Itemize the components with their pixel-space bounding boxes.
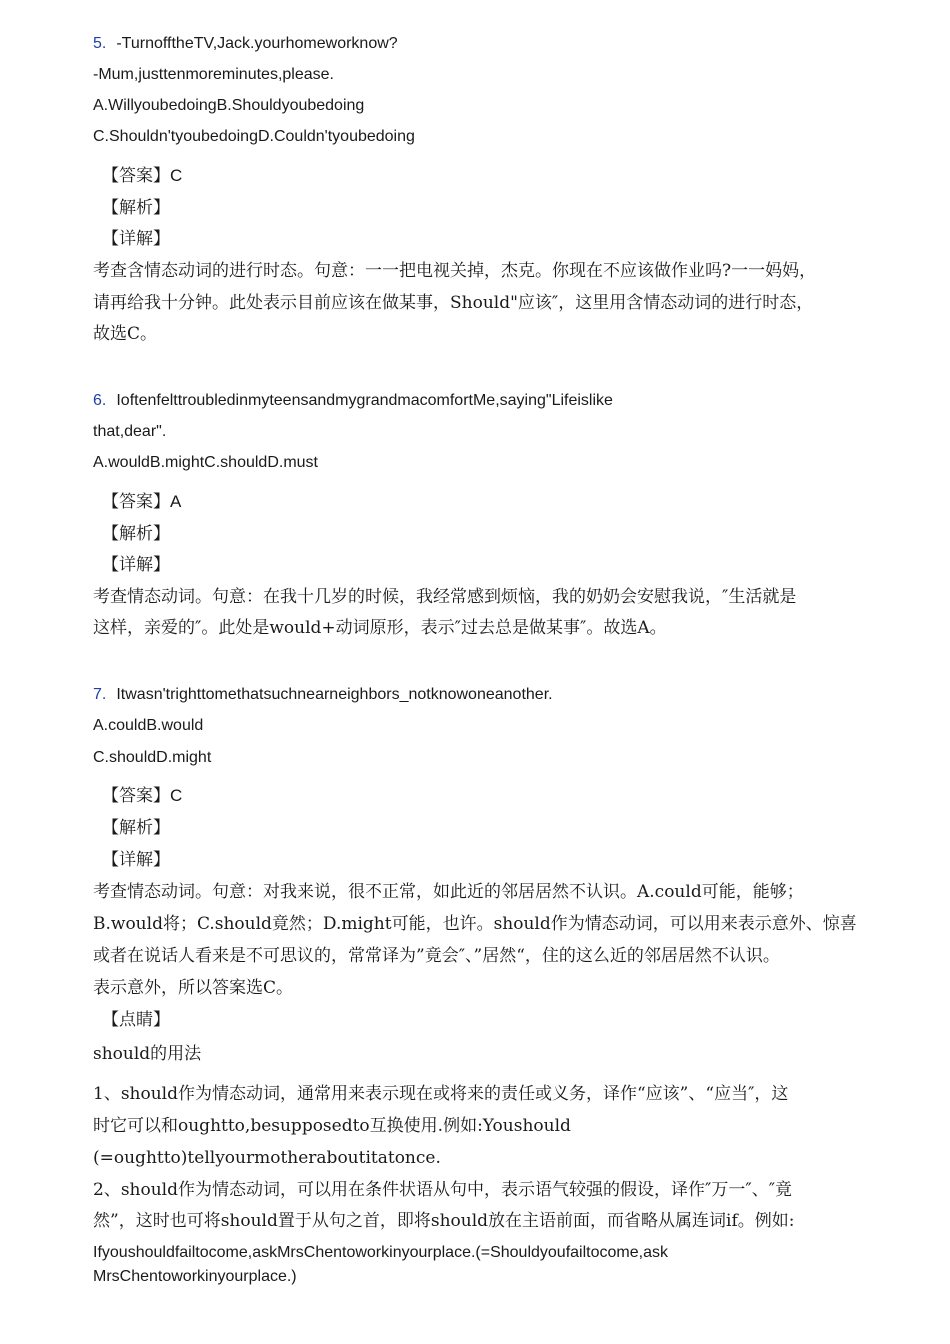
usage-line: 然”，这时也可将should置于从句之首，即将should放在主语前面，而省略从属连词if。例如: <box>93 1211 795 1231</box>
explanation-line: 表示意外，所以答案选C。 <box>93 978 294 998</box>
usage-example-line: Ifyoushouldfailtocome,askMrsChentoworkinyourplace.(=Shouldyoufailtocome,ask <box>93 1244 668 1261</box>
explanation-line: 考查含情态动词的进行时态。句意：一一把电视关掉，杰克。你现在不应该做作业吗?一一妈妈， <box>93 261 817 281</box>
detail-label: 【详解】 <box>102 555 170 574</box>
explanation-line: 考查情态动词。句意：对我来说，很不正常，如此近的邻居居然不认识。A.could可能，能够； <box>93 882 804 902</box>
analysis-label: 【解析】 <box>102 524 170 543</box>
question-5 <box>93 34 398 54</box>
analysis-label: 【解析】 <box>102 818 170 837</box>
usage-line: 时它可以和oughtto,besupposedto互换使用.例如:Youshould <box>93 1116 571 1136</box>
answer-label: 【答案】C <box>102 786 183 805</box>
question-text-line: that,dear". <box>93 423 167 440</box>
usage-line: 2、should作为情态动词，可以用在条件状语从句中，表示语气较强的假设，译作″万一″、″竟 <box>93 1180 793 1200</box>
question-7 <box>93 685 553 705</box>
usage-title: should的用法 <box>93 1044 202 1064</box>
question-number: 7. <box>93 686 107 703</box>
options-line: C.shouldD.might <box>93 749 212 766</box>
options-line: A.wouldB.mightC.shouldD.must <box>93 454 318 471</box>
question-text-line: -Mum,justtenmoreminutes,please. <box>93 66 334 83</box>
question-number: 6. <box>93 392 107 409</box>
options-line: A.couldB.would <box>93 717 204 734</box>
explanation-line: B.would将；C.should竟然；D.might可能，也许。should作为情态动词，可以用来表示意外、惊喜 <box>93 914 857 934</box>
usage-example-line: MrsChentoworkinyourplace.) <box>93 1268 297 1285</box>
explanation-line: 请再给我十分钟。此处表示目前应该在做某事，Should"应该″，这里用含情态动词的进行时态， <box>93 293 814 313</box>
options-line: C.Shouldn'tyoubedoingD.Couldn'tyoubedoing <box>93 128 415 145</box>
question-6 <box>93 391 613 411</box>
detail-label: 【详解】 <box>102 229 170 248</box>
explanation-line: 故选C。 <box>93 324 158 344</box>
usage-line: (=oughtto)tellyourmotheraboutitatonce. <box>93 1148 441 1168</box>
answer-label: 【答案】C <box>102 166 183 185</box>
tip-label: 【点睛】 <box>102 1010 170 1029</box>
analysis-label: 【解析】 <box>102 198 170 217</box>
answer-label: 【答案】A <box>102 492 182 511</box>
question-text: IoftenfelttroubledinmyteensandmygrandmacomfortMe,saying"Lifeislike <box>116 392 613 409</box>
explanation-line: 或者在说话人看来是不可思议的，常常译为”竟会″、”居然“，住的这么近的邻居居然不认识。 <box>93 946 780 966</box>
explanation-line: 考查情态动词。句意：在我十几岁的时候，我经常感到烦恼，我的奶奶会安慰我说，″生活就是 <box>93 587 797 607</box>
explanation-line: 这样，亲爱的″。此处是would+动词原形，表示″过去总是做某事″。故选A。 <box>93 618 667 638</box>
options-line: A.WillyoubedoingB.Shouldyoubedoing <box>93 97 365 114</box>
question-text: -TurnofftheTV,Jack.yourhomeworknow? <box>116 35 398 52</box>
usage-line: 1、should作为情态动词，通常用来表示现在或将来的责任或义务，译作“应该”、“应当″，这 <box>93 1084 789 1104</box>
detail-label: 【详解】 <box>102 850 170 869</box>
question-text: Itwasn'trighttomethatsuchnearneighbors_notknowoneanother. <box>116 686 553 703</box>
question-number: 5. <box>93 35 107 52</box>
